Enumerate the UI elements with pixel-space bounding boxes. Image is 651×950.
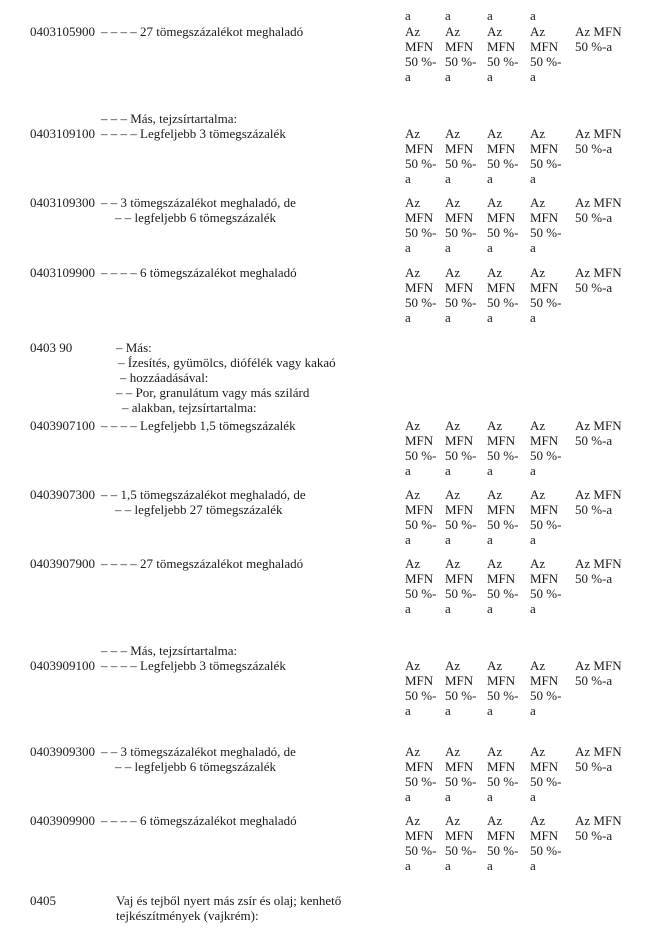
- rate-line: MFN: [530, 39, 559, 54]
- rate-line: Az: [487, 265, 503, 280]
- rate-line: 50 %-: [530, 774, 562, 789]
- tariff-code: 0403105900: [30, 24, 95, 39]
- rate-line: Az MFN: [575, 265, 622, 280]
- rate-cell: [575, 418, 622, 448]
- rate-line: a: [487, 171, 493, 186]
- rate-line: MFN: [405, 39, 434, 54]
- rate-line: MFN: [487, 39, 516, 54]
- rate-cell: [405, 813, 436, 873]
- tariff-description: [101, 658, 286, 673]
- rate-line: Az: [530, 487, 546, 502]
- rate-line: Az MFN: [575, 418, 622, 433]
- tariff-description: [101, 556, 303, 571]
- rate-cell: [487, 418, 518, 478]
- rate-line: 50 %-: [405, 295, 437, 310]
- rate-line: MFN: [530, 673, 559, 688]
- rate-line: a: [405, 171, 411, 186]
- rate-line: a: [530, 463, 536, 478]
- rate-line: Az: [445, 813, 461, 828]
- rate-line: 50 %-: [530, 295, 562, 310]
- rate-line: a: [445, 240, 451, 255]
- tariff-description: [101, 744, 296, 774]
- rate-cell: [530, 744, 561, 804]
- rate-line: a: [405, 532, 411, 547]
- rate-line: MFN: [487, 210, 516, 225]
- rate-line: a: [445, 69, 451, 84]
- rate-line: 50 %-: [405, 688, 437, 703]
- description-line: – – – – 27 tömegszázalékot meghaladó: [101, 24, 304, 39]
- rate-line: a: [487, 69, 493, 84]
- rate-line: Az: [405, 744, 421, 759]
- rate-line: Az: [487, 418, 503, 433]
- rate-line: MFN: [445, 502, 474, 517]
- rate-line: 50 %-: [445, 225, 477, 240]
- rate-line: 50 %-: [530, 156, 562, 171]
- rate-cell: [575, 195, 622, 225]
- rate-line: 50 %-: [487, 295, 519, 310]
- rate-cell: [487, 813, 518, 873]
- tariff-code: 0403909300: [30, 744, 95, 759]
- rate-line: a: [405, 8, 411, 23]
- rate-cell: [405, 265, 436, 325]
- rate-line: Az: [405, 556, 421, 571]
- tariff-code: 0403907300: [30, 487, 95, 502]
- rate-cell: [487, 8, 493, 23]
- rate-cell: [487, 24, 518, 84]
- description-line: – Más:: [116, 340, 152, 355]
- rate-line: a: [487, 703, 493, 718]
- rate-line: MFN: [405, 502, 434, 517]
- rate-line: 50 %-a: [575, 141, 613, 156]
- rate-cell: [575, 126, 622, 156]
- rate-line: MFN: [487, 141, 516, 156]
- rate-line: MFN: [445, 141, 474, 156]
- rate-cell: [530, 265, 561, 325]
- rate-line: Az: [405, 195, 421, 210]
- tariff-code: 0403109300: [30, 195, 95, 210]
- rate-line: a: [405, 240, 411, 255]
- rate-line: 50 %-: [487, 448, 519, 463]
- tariff-description: [101, 265, 297, 280]
- description-line: – – Por, granulátum vagy más szilárd: [116, 385, 310, 400]
- rate-cell: [487, 265, 518, 325]
- rate-line: Az: [487, 487, 503, 502]
- rate-line: 50 %-a: [575, 673, 613, 688]
- description-line: – – 3 tömegszázalékot meghaladó, de: [101, 195, 296, 210]
- rate-cell: [405, 744, 436, 804]
- rate-line: Az: [445, 126, 461, 141]
- rate-cell: [575, 556, 622, 586]
- rate-line: MFN: [405, 280, 434, 295]
- rate-line: Az: [530, 813, 546, 828]
- description-line: – – – – 6 tömegszázalékot meghaladó: [101, 813, 297, 828]
- rate-cell: [530, 418, 561, 478]
- rate-cell: [487, 487, 518, 547]
- rate-line: MFN: [530, 280, 559, 295]
- rate-cell: [575, 24, 622, 54]
- description-line: – Ízesítés, gyümölcs, diófélék vagy kakaó: [118, 355, 336, 370]
- rate-line: a: [530, 703, 536, 718]
- description-line: – – – Más, tejzsírtartalma:: [101, 111, 238, 126]
- rate-line: MFN: [487, 433, 516, 448]
- rate-cell: [530, 556, 561, 616]
- rate-line: a: [445, 789, 451, 804]
- rate-line: a: [445, 601, 451, 616]
- rate-line: MFN: [445, 673, 474, 688]
- rate-line: 50 %-: [487, 688, 519, 703]
- rate-cell: [487, 744, 518, 804]
- rate-line: a: [487, 858, 493, 873]
- rate-cell: [405, 195, 436, 255]
- tariff-code: 0403 90: [30, 340, 73, 355]
- rate-line: MFN: [487, 759, 516, 774]
- rate-line: 50 %-: [405, 156, 437, 171]
- rate-line: a: [487, 601, 493, 616]
- tariff-description: [101, 111, 237, 126]
- rate-line: 50 %-: [445, 448, 477, 463]
- rate-line: 50 %-: [405, 586, 437, 601]
- rate-line: Az: [445, 556, 461, 571]
- rate-line: 50 %-: [445, 54, 477, 69]
- tariff-code: 0405: [30, 893, 56, 908]
- rate-line: Az: [405, 487, 421, 502]
- description-line: Vaj és tejből nyert más zsír és olaj; kenhető: [116, 893, 342, 908]
- rate-line: Az: [530, 744, 546, 759]
- rate-cell: [487, 126, 518, 186]
- rate-line: Az: [445, 195, 461, 210]
- rate-line: MFN: [487, 280, 516, 295]
- rate-line: 50 %-: [445, 517, 477, 532]
- rate-line: Az: [445, 744, 461, 759]
- rate-cell: [445, 126, 476, 186]
- rate-cell: [445, 24, 476, 84]
- rate-line: Az: [530, 24, 546, 39]
- rate-line: Az: [405, 265, 421, 280]
- rate-line: MFN: [445, 759, 474, 774]
- rate-line: a: [487, 532, 493, 547]
- rate-line: Az MFN: [575, 556, 622, 571]
- rate-line: MFN: [405, 141, 434, 156]
- description-line: – – – – 6 tömegszázalékot meghaladó: [101, 265, 297, 280]
- tariff-description: [116, 340, 336, 415]
- rate-cell: [530, 8, 536, 23]
- rate-line: 50 %-a: [575, 210, 613, 225]
- rate-line: Az: [530, 418, 546, 433]
- description-line: – – – – Legfeljebb 1,5 tömegszázalék: [101, 418, 296, 433]
- rate-line: a: [530, 69, 536, 84]
- rate-cell: [445, 8, 451, 23]
- rate-line: a: [445, 858, 451, 873]
- rate-line: a: [530, 8, 536, 23]
- rate-line: 50 %-: [487, 156, 519, 171]
- rate-line: a: [405, 69, 411, 84]
- rate-line: 50 %-: [530, 586, 562, 601]
- rate-line: MFN: [445, 39, 474, 54]
- rate-line: a: [405, 789, 411, 804]
- rate-line: Az: [405, 658, 421, 673]
- rate-line: a: [405, 601, 411, 616]
- rate-line: a: [405, 310, 411, 325]
- rate-line: 50 %-a: [575, 502, 613, 517]
- rate-cell: [487, 556, 518, 616]
- tariff-code: 0403909900: [30, 813, 95, 828]
- rate-line: a: [530, 171, 536, 186]
- rate-line: MFN: [405, 210, 434, 225]
- rate-cell: [445, 813, 476, 873]
- rate-cell: [487, 658, 518, 718]
- rate-line: Az MFN: [575, 126, 622, 141]
- rate-cell: [405, 126, 436, 186]
- rate-line: Az MFN: [575, 24, 622, 39]
- rate-line: Az: [445, 265, 461, 280]
- rate-line: 50 %-: [405, 448, 437, 463]
- rate-line: Az: [487, 744, 503, 759]
- rate-line: a: [405, 703, 411, 718]
- tariff-code: 0403909100: [30, 658, 95, 673]
- rate-cell: [445, 418, 476, 478]
- rate-cell: [445, 265, 476, 325]
- description-line: – alakban, tejzsírtartalma:: [122, 400, 257, 415]
- rate-line: MFN: [530, 571, 559, 586]
- tariff-code: 0403907100: [30, 418, 95, 433]
- rate-line: 50 %-: [405, 774, 437, 789]
- rate-line: a: [487, 310, 493, 325]
- rate-line: 50 %-: [530, 448, 562, 463]
- rate-line: 50 %-: [487, 225, 519, 240]
- rate-line: Az MFN: [575, 658, 622, 673]
- rate-line: a: [405, 858, 411, 873]
- rate-cell: [530, 126, 561, 186]
- rate-line: a: [445, 310, 451, 325]
- rate-cell: [445, 487, 476, 547]
- rate-line: MFN: [405, 759, 434, 774]
- rate-line: a: [445, 532, 451, 547]
- rate-line: 50 %-: [487, 586, 519, 601]
- rate-line: MFN: [405, 433, 434, 448]
- rate-line: Az: [530, 658, 546, 673]
- rate-line: a: [530, 240, 536, 255]
- rate-line: 50 %-: [487, 54, 519, 69]
- rate-line: MFN: [487, 502, 516, 517]
- rate-line: Az: [405, 24, 421, 39]
- rate-line: 50 %-a: [575, 571, 613, 586]
- tariff-description: [101, 418, 296, 433]
- rate-line: Az MFN: [575, 195, 622, 210]
- rate-line: 50 %-: [445, 586, 477, 601]
- rate-line: Az: [530, 265, 546, 280]
- rate-cell: [575, 658, 622, 688]
- rate-line: a: [530, 789, 536, 804]
- rate-line: 50 %-a: [575, 39, 613, 54]
- rate-line: 50 %-: [405, 843, 437, 858]
- rate-line: a: [487, 240, 493, 255]
- rate-line: MFN: [487, 673, 516, 688]
- rate-line: MFN: [530, 502, 559, 517]
- rate-cell: [575, 487, 622, 517]
- tariff-description: [101, 813, 297, 828]
- rate-line: a: [445, 463, 451, 478]
- description-line: – – legfeljebb 6 tömegszázalék: [115, 759, 276, 774]
- rate-cell: [530, 195, 561, 255]
- rate-cell: [405, 658, 436, 718]
- rate-line: Az: [487, 813, 503, 828]
- rate-line: Az: [487, 126, 503, 141]
- rate-cell: [530, 658, 561, 718]
- description-line: – – – Más, tejzsírtartalma:: [101, 643, 238, 658]
- rate-line: a: [530, 532, 536, 547]
- rate-cell: [445, 556, 476, 616]
- rate-line: MFN: [445, 571, 474, 586]
- rate-line: a: [487, 789, 493, 804]
- rate-cell: [405, 556, 436, 616]
- rate-cell: [445, 658, 476, 718]
- rate-line: 50 %-: [445, 843, 477, 858]
- description-line: – – 3 tömegszázalékot meghaladó, de: [101, 744, 296, 759]
- rate-cell: [445, 195, 476, 255]
- description-line: – – legfeljebb 6 tömegszázalék: [115, 210, 276, 225]
- rate-line: 50 %-: [530, 517, 562, 532]
- rate-line: MFN: [405, 828, 434, 843]
- rate-line: MFN: [530, 759, 559, 774]
- tariff-description: [116, 893, 341, 923]
- description-line: tejkészítmények (vajkrém):: [116, 908, 259, 923]
- rate-line: Az: [445, 418, 461, 433]
- rate-line: 50 %-: [487, 774, 519, 789]
- tariff-code: 0403109100: [30, 126, 95, 141]
- rate-line: Az: [445, 487, 461, 502]
- rate-line: Az: [405, 126, 421, 141]
- rate-cell: [405, 8, 411, 23]
- rate-line: Az: [530, 195, 546, 210]
- tariff-description: [101, 195, 296, 225]
- rate-line: MFN: [445, 210, 474, 225]
- rate-line: 50 %-: [445, 156, 477, 171]
- rate-line: Az: [530, 126, 546, 141]
- rate-line: 50 %-: [530, 843, 562, 858]
- rate-line: a: [445, 8, 451, 23]
- rate-line: MFN: [445, 280, 474, 295]
- tariff-description: [101, 487, 306, 517]
- rate-line: MFN: [445, 433, 474, 448]
- rate-cell: [530, 487, 561, 547]
- rate-cell: [487, 195, 518, 255]
- rate-line: Az MFN: [575, 744, 622, 759]
- rate-line: MFN: [445, 828, 474, 843]
- description-line: – – – – Legfeljebb 3 tömegszázalék: [101, 126, 286, 141]
- rate-line: MFN: [405, 673, 434, 688]
- rate-line: Az: [530, 556, 546, 571]
- rate-line: Az MFN: [575, 487, 622, 502]
- rate-line: Az MFN: [575, 813, 622, 828]
- rate-line: Az: [405, 813, 421, 828]
- rate-line: 50 %-a: [575, 280, 613, 295]
- rate-cell: [575, 265, 622, 295]
- tariff-description: [101, 643, 237, 658]
- rate-line: MFN: [530, 433, 559, 448]
- rate-line: MFN: [487, 571, 516, 586]
- rate-cell: [575, 813, 622, 843]
- rate-cell: [405, 418, 436, 478]
- rate-line: MFN: [405, 571, 434, 586]
- rate-line: a: [487, 8, 493, 23]
- rate-line: 50 %-: [405, 225, 437, 240]
- rate-line: 50 %-a: [575, 828, 613, 843]
- rate-line: Az: [487, 195, 503, 210]
- rate-cell: [530, 24, 561, 84]
- rate-line: 50 %-: [530, 688, 562, 703]
- rate-line: 50 %-a: [575, 433, 613, 448]
- description-line: – hozzáadásával:: [120, 370, 209, 385]
- tariff-description: [101, 24, 303, 39]
- rate-line: 50 %-: [530, 225, 562, 240]
- rate-line: MFN: [487, 828, 516, 843]
- rate-line: a: [445, 171, 451, 186]
- rate-line: a: [530, 310, 536, 325]
- rate-line: a: [445, 703, 451, 718]
- rate-line: 50 %-: [445, 295, 477, 310]
- rate-line: 50 %-: [530, 54, 562, 69]
- tariff-description: [101, 126, 286, 141]
- rate-line: MFN: [530, 141, 559, 156]
- rate-cell: [445, 744, 476, 804]
- rate-line: a: [530, 858, 536, 873]
- description-line: – – – – 27 tömegszázalékot meghaladó: [101, 556, 304, 571]
- rate-line: a: [530, 601, 536, 616]
- rate-line: 50 %-a: [575, 759, 613, 774]
- rate-cell: [575, 744, 622, 774]
- rate-line: Az: [487, 658, 503, 673]
- rate-line: 50 %-: [445, 688, 477, 703]
- tariff-code: 0403109900: [30, 265, 95, 280]
- rate-cell: [405, 487, 436, 547]
- rate-line: MFN: [530, 210, 559, 225]
- rate-line: 50 %-: [405, 517, 437, 532]
- rate-line: Az: [487, 556, 503, 571]
- tariff-code: 0403907900: [30, 556, 95, 571]
- rate-line: 50 %-: [405, 54, 437, 69]
- rate-line: Az: [445, 24, 461, 39]
- rate-line: 50 %-: [487, 517, 519, 532]
- description-line: – – 1,5 tömegszázalékot meghaladó, de: [101, 487, 306, 502]
- rate-line: MFN: [530, 828, 559, 843]
- rate-cell: [530, 813, 561, 873]
- description-line: – – – – Legfeljebb 3 tömegszázalék: [101, 658, 286, 673]
- rate-line: Az: [405, 418, 421, 433]
- rate-line: 50 %-: [487, 843, 519, 858]
- rate-line: Az: [487, 24, 503, 39]
- rate-line: a: [405, 463, 411, 478]
- description-line: – – legfeljebb 27 tömegszázalék: [115, 502, 283, 517]
- rate-line: 50 %-: [445, 774, 477, 789]
- rate-cell: [405, 24, 436, 84]
- rate-line: a: [487, 463, 493, 478]
- rate-line: Az: [445, 658, 461, 673]
